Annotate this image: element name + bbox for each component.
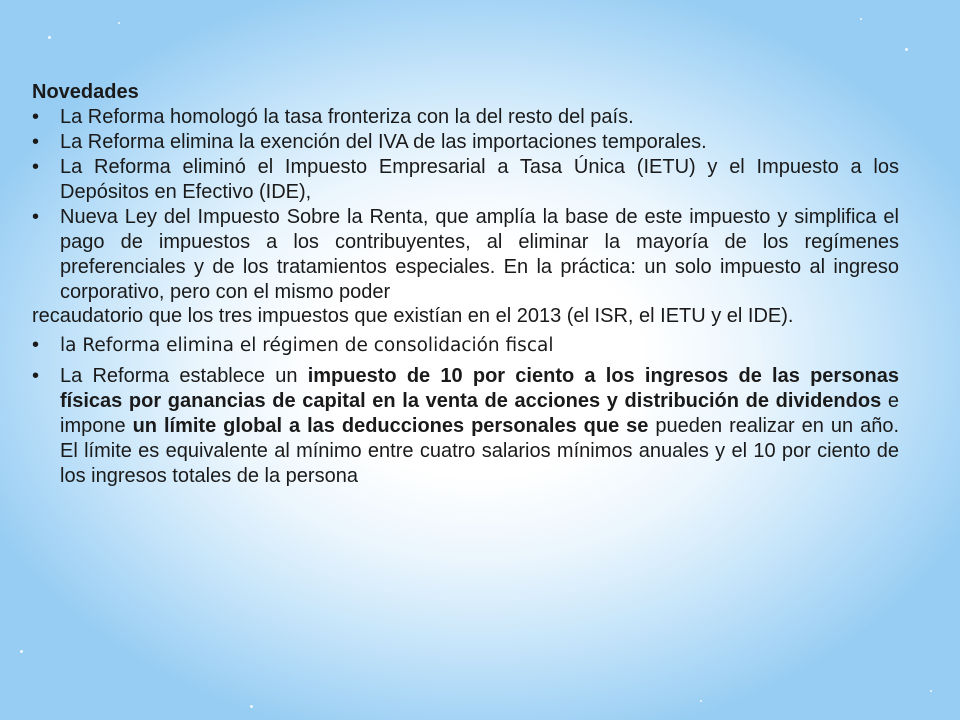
list-item-text-plain: pueden realizar en un año. El límite es equivalente al mínimo entre cuatro salarios mínimos anuales y el 10 por ciento de los ingresos totales de la persona — [60, 415, 899, 487]
list-item — [32, 155, 899, 205]
list-item — [32, 105, 899, 130]
bullet-glyph: • — [32, 131, 40, 153]
sparkle-decoration — [905, 48, 908, 51]
list-item-text-bold: impuesto de 10 por ciento a los ingresos de las personas físicas por ganancias de capital en la venta de acciones y distribución de dividendos — [60, 365, 899, 412]
sparkle-decoration — [250, 705, 253, 708]
bullet-glyph: • — [32, 206, 40, 228]
sparkle-decoration — [20, 650, 23, 653]
list-item-text: La Reforma elimina la exención del IVA de las importaciones temporales. — [60, 131, 707, 153]
list-item — [32, 130, 899, 155]
list-item — [32, 364, 899, 489]
sparkle-decoration — [48, 36, 51, 39]
sparkle-decoration — [700, 700, 702, 702]
bullet-glyph: • — [32, 334, 40, 356]
sparkle-decoration — [860, 18, 862, 20]
list-item-text: la Reforma elimina el régimen de consolidación fiscal — [60, 335, 554, 356]
sparkle-decoration — [118, 22, 120, 24]
list-item-text-plain: e impone — [60, 390, 899, 437]
bullet-glyph: • — [32, 156, 40, 178]
list-item — [32, 333, 899, 358]
slide-heading: Novedades — [32, 81, 139, 103]
sparkle-decoration — [930, 690, 932, 692]
list-item-text-plain: La Reforma establece un — [60, 365, 308, 387]
slide-content — [32, 80, 899, 489]
list-item — [32, 205, 899, 305]
bullet-glyph: • — [32, 365, 40, 387]
list-item-text: Nueva Ley del Impuesto Sobre la Renta, que amplía la base de este impuesto y simplifica el pago de impuestos a los contribuyentes, al eliminar la mayoría de los regímenes preferenciales y de los tratamientos especiales. En la práctica: un solo impuesto al ingreso corporativo, pero con el mismo poder — [60, 206, 899, 303]
list-item-text: La Reforma eliminó el Impuesto Empresarial a Tasa Única (IETU) y el Impuesto a los Depósitos en Efectivo (IDE), — [60, 156, 899, 203]
bullet-list — [32, 105, 899, 305]
continuation-text: recaudatorio que los tres impuestos que existían en el 2013 (el ISR, el IETU y el IDE). — [32, 305, 794, 327]
list-item-text-bold: un límite global a las deducciones personales que se — [132, 415, 649, 437]
list-item-text: La Reforma homologó la tasa fronteriza con la del resto del país. — [60, 106, 634, 128]
bullet-glyph: • — [32, 106, 40, 128]
bullet-list — [32, 333, 899, 489]
